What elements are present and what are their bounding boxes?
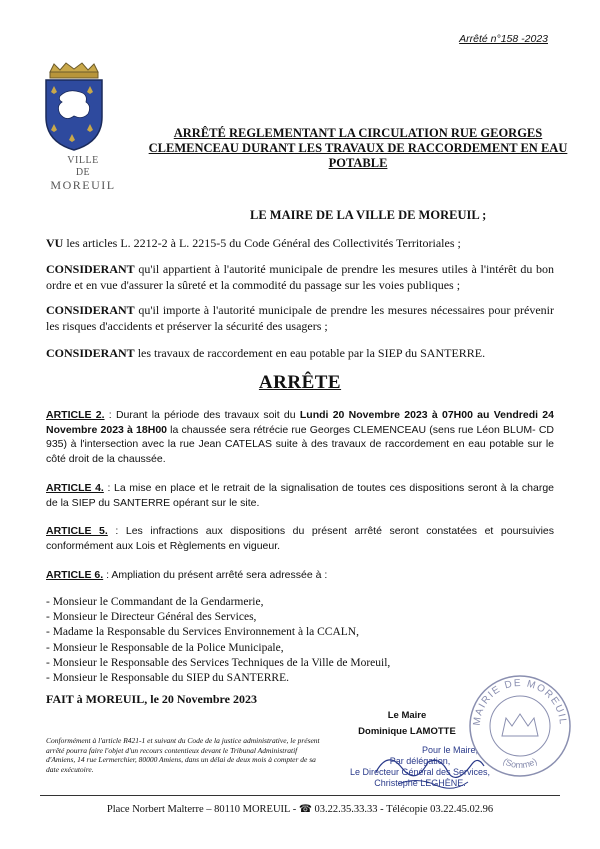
article-label: ARTICLE 2.: [46, 409, 105, 421]
mayor-role: Le Maire: [387, 710, 427, 721]
mayor-signature-block: [352, 709, 462, 738]
legal-notice: Conformément à l'article R421-1 et suivant du Code de la justice administrative, le présent arrêté pourra faire l'objet d'un recours contentieux devant le Tribunal Administratif d'Amiens, 14 rue Lermerchier, 80000 Amiens, dans un délai de deux mois à compter de sa date exécutoire.: [46, 736, 320, 774]
delegation-line: Par délégation,: [389, 756, 451, 766]
footer-phone: 03.22.35.33.33: [314, 804, 378, 815]
list-item: - Madame la Responsable du Services Environnement à la CCALN,: [46, 626, 359, 639]
stamp-bottom-text: (Somme): [501, 756, 539, 771]
stamp-top-text: MAIRIE DE MOREUIL: [471, 677, 569, 727]
city-line1: VILLE: [67, 155, 99, 166]
paragraph-text: qu'il importe à l'autorité municipale de prendre les mesures nécessaires pour prévenir les risques d'accidents et préserver la sécurité des usagers ;: [46, 303, 554, 333]
considerant-paragraph: [46, 262, 554, 293]
article-2: [46, 408, 554, 466]
footer-address: Place Norbert Malterre – 80110 MOREUIL -: [106, 804, 299, 815]
phone-icon: ☎: [298, 804, 315, 815]
fait-date: FAIT à MOREUIL, le 20 Novembre 2023: [46, 692, 257, 706]
article-text: : Ampliation du présent arrêté sera adressée à :: [103, 569, 328, 581]
article-text: : Durant la période des travaux soit du: [104, 409, 300, 421]
paragraph-text: les travaux de raccordement en eau potable par la SIEP du SANTERRE.: [134, 346, 486, 360]
footer-fax: 03.22.45.02.96: [430, 804, 494, 815]
city-label: MOREUIL: [50, 178, 116, 192]
delegation-line: Pour le Maire,: [421, 745, 479, 755]
paragraph-lead: VU: [46, 236, 64, 250]
mairie-stamp: [466, 672, 574, 780]
article-4: [46, 481, 554, 510]
list-item: - Monsieur le Commandant de la Gendarmerie,: [46, 596, 264, 608]
considerant-paragraph: [46, 303, 554, 334]
maire-heading: LE MAIRE DE LA VILLE DE MOREUIL ;: [250, 208, 487, 222]
arrete-heading: ARRÊTE: [258, 372, 342, 393]
article-6: [46, 568, 554, 583]
article-text: : Les infractions aux dispositions du présent arrêté seront constatées et poursuivies conformément aux Lois et Règlements en vigueur.: [46, 525, 555, 552]
paragraph-text: qu'il appartient à l'autorité municipale de prendre les mesures utiles à l'intérêt du bon ordre et en vue d'assurer la sûreté et la commodité du passage sur les voies publiques ;: [46, 262, 554, 292]
city-line2: DE: [75, 167, 91, 178]
list-item: - Monsieur le Responsable des Services Techniques de la Ville de Moreuil,: [46, 656, 391, 669]
article-dates: Lundi 20 Novembre 2023 à 07H00 au Vendredi 24 Novembre 2023 à 18H00: [46, 409, 554, 436]
delegation-line: Le Directeur Général des Services,: [349, 767, 491, 777]
coat-of-arms-icon: [40, 62, 108, 152]
article-label: ARTICLE 6.: [46, 569, 104, 581]
footer-divider: [40, 795, 560, 796]
considerant-paragraph: [46, 346, 554, 362]
footer-fax-label: - Télécopie: [377, 804, 431, 815]
footer: [0, 803, 600, 815]
document-title: ARRÊTÉ REGLEMENTANT LA CIRCULATION RUE GEORGES CLEMENCEAU DURANT LES TRAVAUX DE RACCORDEMENT EN EAU POTABLE: [148, 126, 568, 170]
list-item: - Monsieur le Directeur Général des Services,: [46, 611, 257, 624]
delegation-line: Christophe LEGHÈNE.: [374, 778, 466, 788]
paragraph-lead: CONSIDERANT: [46, 346, 135, 360]
vu-paragraph: [46, 236, 554, 252]
article-text: la chaussée sera rétrécie rue Georges CLEMENCEAU (sens rue Léon BLUM- CD 935) à l'intersection avec la rue Jean CATELAS suite à des travaux de raccordement en eau potable sur le côté droit de la chaussée.: [46, 423, 554, 465]
list-item: - Monsieur le Responsable du SIEP du SANTERRE.: [46, 672, 289, 685]
svg-text:(Somme): [501, 756, 538, 770]
paragraph-text: les articles L. 2212-2 à L. 2215-5 du Code Général des Collectivités Territoriales ;: [63, 236, 461, 250]
paragraph-lead: CONSIDERANT: [46, 303, 135, 317]
paragraph-lead: CONSIDERANT: [46, 262, 135, 276]
svg-text:MAIRIE DE MOREUIL: [472, 678, 568, 726]
article-text: : La mise en place et le retrait de la signalisation de toutes ces dispositions seront à la charge de la SIEP du SANTERRE opérant sur le site.: [46, 482, 554, 509]
mayor-name: Dominique LAMOTTE: [358, 726, 456, 737]
article-5: [46, 524, 554, 553]
article-label: ARTICLE 4.: [46, 482, 104, 494]
list-item: - Monsieur le Responsable de la Police Municipale,: [46, 641, 284, 654]
document-reference: Arrêté n°158 -2023: [459, 33, 548, 45]
city-name: [42, 155, 124, 191]
article-label: ARTICLE 5.: [46, 525, 108, 537]
